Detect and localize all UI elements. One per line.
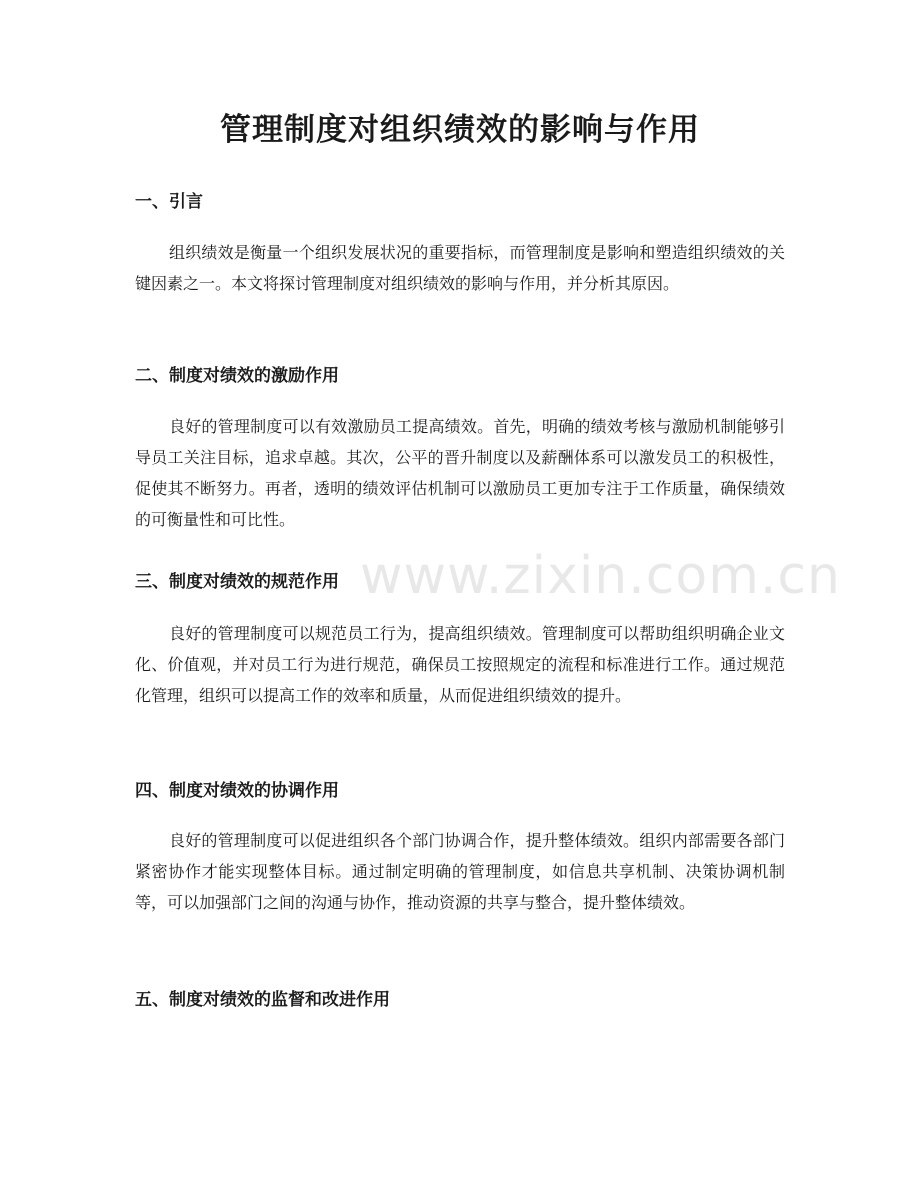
- page-title: 管理制度对组织绩效的影响与作用: [220, 112, 700, 148]
- section-heading-coordination: 四、制度对绩效的协调作用: [135, 781, 339, 801]
- section-heading-incentive: 二、制度对绩效的激励作用: [135, 366, 339, 386]
- section-paragraph-coordination: 良好的管理制度可以促进组织各个部门协调合作，提升整体绩效。组织内部需要各部门紧密协作才能实现整体目标。通过制定明确的管理制度，如信息共享机制、决策协调机制等，可以加强部门之间的沟通与协作，推动资源的共享与整合，提升整体绩效。: [135, 831, 785, 912]
- section-paragraph-introduction: 组织绩效是衡量一个组织发展状况的重要指标，而管理制度是影响和塑造组织绩效的关键因素之一。本文将探讨管理制度对组织绩效的影响与作用，并分析其原因。: [135, 243, 785, 293]
- section-paragraph-regulation: 良好的管理制度可以规范员工行为，提高组织绩效。管理制度可以帮助组织明确企业文化、价值观，并对员工行为进行规范，确保员工按照规定的流程和标准进行工作。通过规范化管理，组织可以提高工作的效率和质量，从而促进组织绩效的提升。: [135, 624, 785, 705]
- watermark: www.zixin.com.cn: [360, 546, 841, 606]
- section-paragraph-incentive: 良好的管理制度可以有效激励员工提高绩效。首先，明确的绩效考核与激励机制能够引导员工关注目标，追求卓越。其次，公平的晋升制度以及薪酬体系可以激发员工的积极性，促使其不断努力。再者，透明的绩效评估机制可以激励员工更加专注于工作质量，确保绩效的可衡量性和可比性。: [135, 417, 785, 529]
- section-heading-introduction: 一、引言: [135, 192, 203, 212]
- section-heading-regulation: 三、制度对绩效的规范作用: [135, 572, 339, 592]
- section-heading-supervision: 五、制度对绩效的监督和改进作用: [135, 990, 390, 1010]
